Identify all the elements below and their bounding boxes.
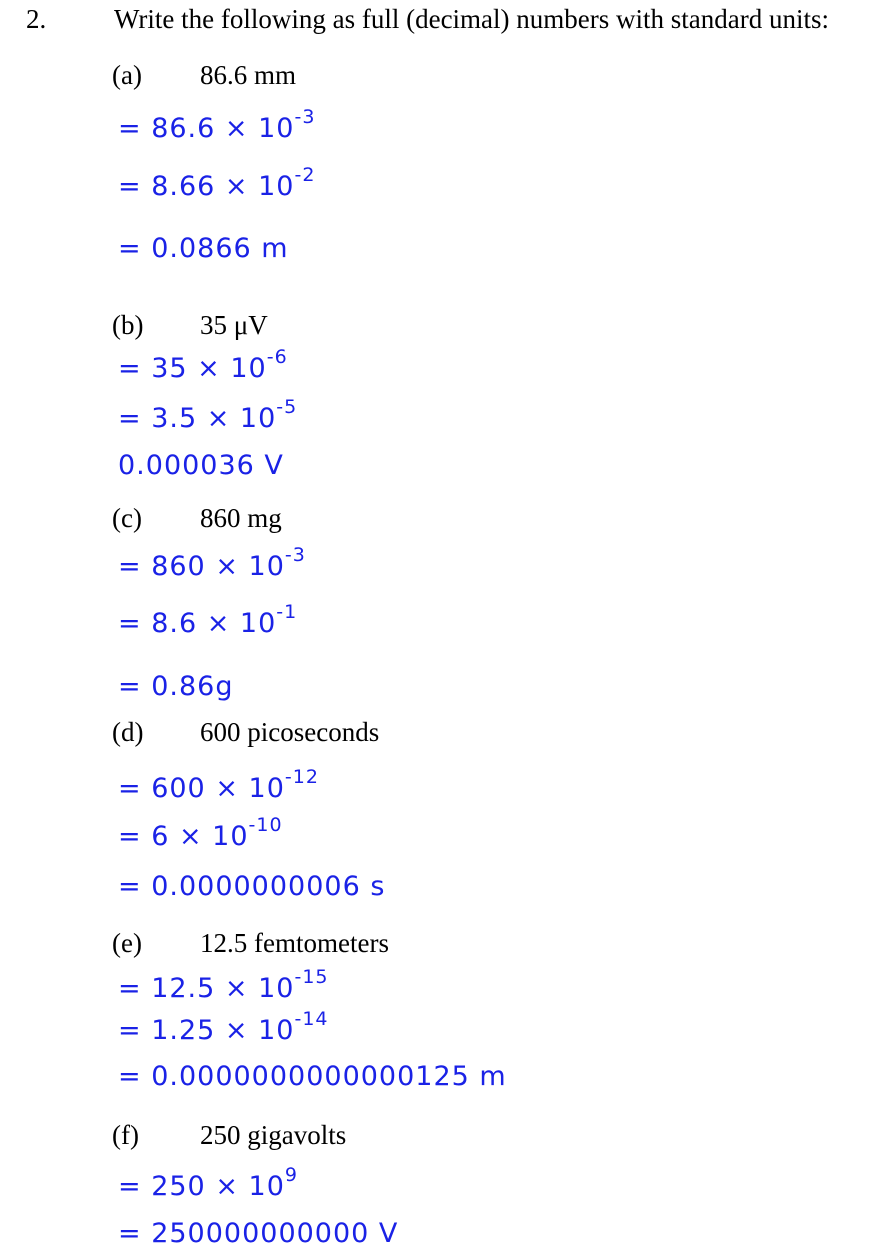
part-d-step-3: = 0.0000000006 s <box>118 871 386 902</box>
part-e-step-3: = 0.0000000000000125 m <box>118 1061 507 1092</box>
part-a-step-2: = $8.66 \times 10^{-2}$ <box>118 164 316 202</box>
part-a-step-1: = $86.6 \times 10^{-3}$ <box>118 106 316 144</box>
part-e-step-1: = $12.5 \times 10^{-15}$ <box>118 966 329 1004</box>
part-f-step-2: = 250000000000 V <box>118 1218 399 1249</box>
question-number: 2. <box>26 4 47 34</box>
part-b-step-3: 0.000036 V <box>118 450 284 481</box>
part-d-step-1: = $600 \times 10^{-12}$ <box>118 766 319 804</box>
part-f-label: (f) <box>112 1120 139 1150</box>
part-d-quantity: 600 picoseconds <box>200 717 380 747</box>
part-f-step-1: = $250 \times 10^9$ <box>118 1164 298 1202</box>
part-b-label: (b) <box>112 310 144 340</box>
part-c-step-3: = 0.86g <box>118 671 234 702</box>
part-b-quantity: 35 μV <box>200 310 268 340</box>
part-c-label: (c) <box>112 503 142 533</box>
question-prompt: Write the following as full (decimal) numbers with standard units: <box>114 4 829 34</box>
part-a-label: (a) <box>112 60 142 90</box>
part-d-step-2: = $6 \times 10^{-10}$ <box>118 814 283 852</box>
part-a-step-3: = 0.0866 m <box>118 233 289 264</box>
part-e-step-2: = $1.25 \times 10^{-14}$ <box>118 1008 329 1046</box>
part-f-quantity: 250 gigavolts <box>200 1120 347 1150</box>
part-c-quantity: 860 mg <box>200 503 282 533</box>
part-a-quantity: 86.6 mm <box>200 60 297 90</box>
part-c-step-2: = $8.6 \times 10^{-1}$ <box>118 601 298 639</box>
part-d-label: (d) <box>112 717 144 747</box>
part-b-step-1: = $35 \times 10^{-6}$ <box>118 346 288 384</box>
part-b-step-2: = $3.5 \times 10^{-5}$ <box>118 396 298 434</box>
part-c-step-1: = $860 \times 10^{-3}$ <box>118 544 306 582</box>
part-e-label: (e) <box>112 928 142 958</box>
part-e-quantity: 12.5 femtometers <box>200 928 389 958</box>
